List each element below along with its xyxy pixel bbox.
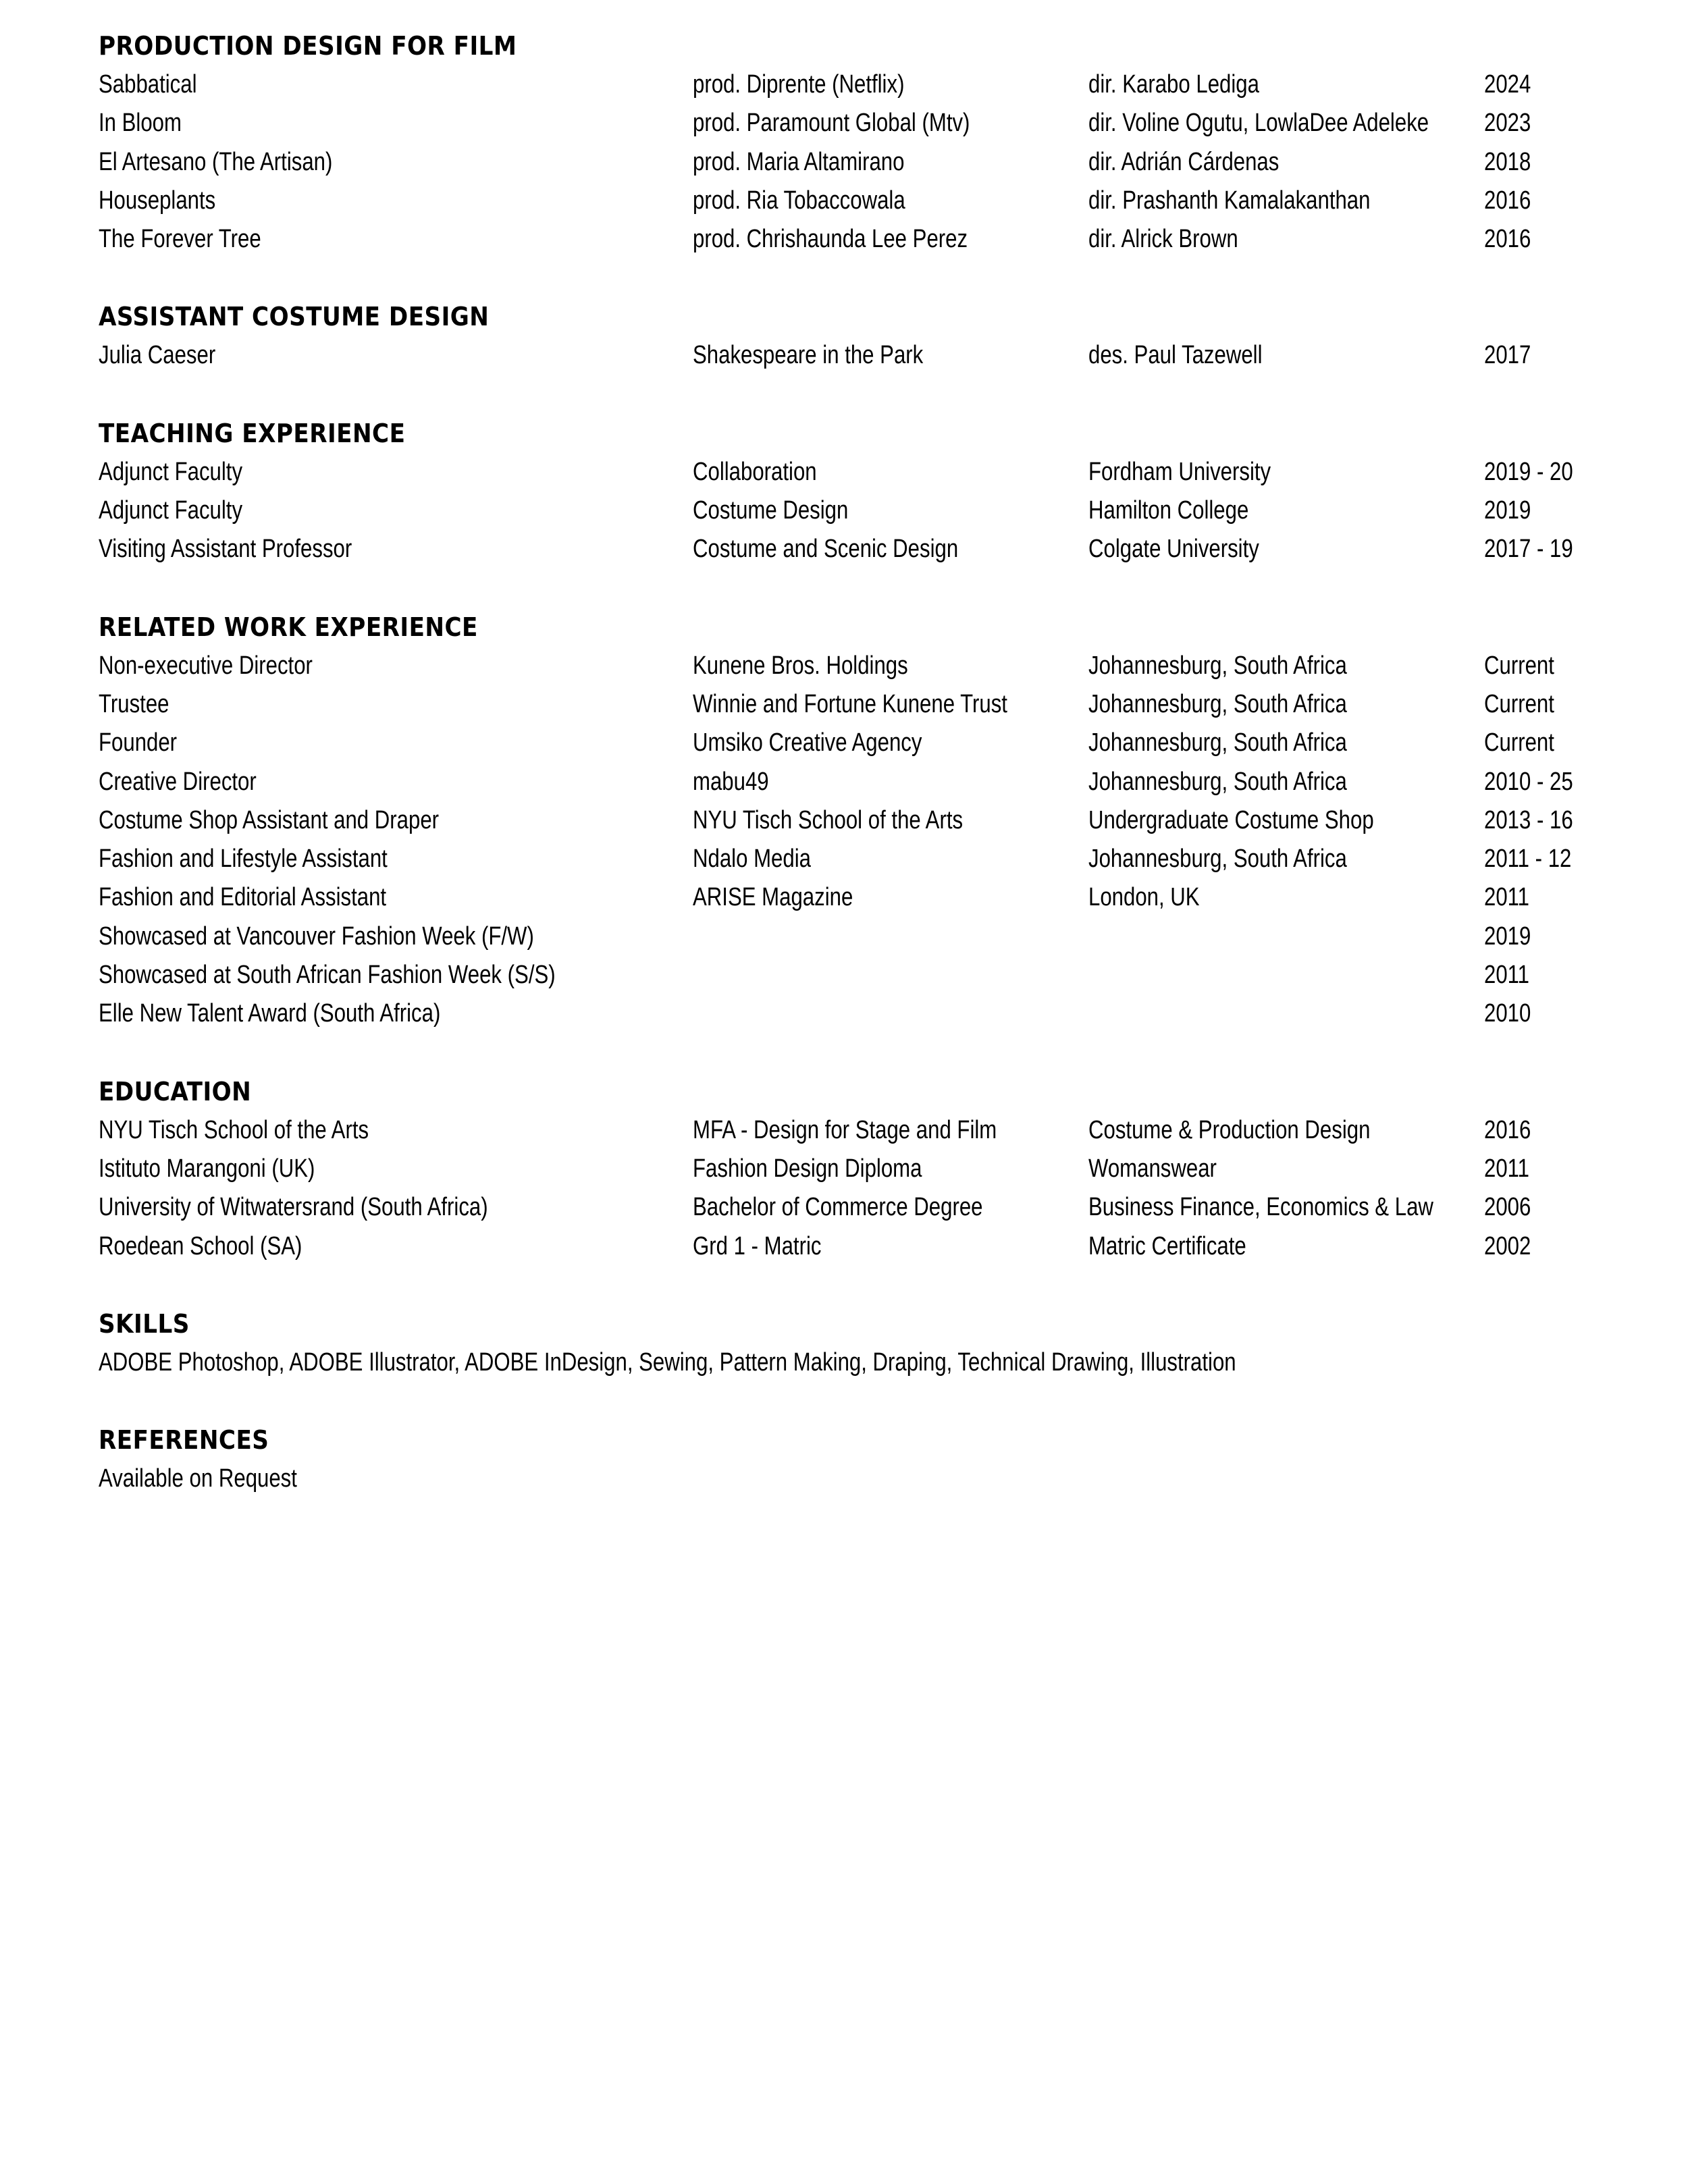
table-row	[99, 685, 1618, 724]
section-heading: SKILLS	[99, 1308, 190, 1339]
row-cell-c4: 2016	[1484, 1115, 1531, 1144]
row-cell-c3: Johannesburg, South Africa	[1088, 689, 1347, 718]
table-row	[99, 724, 1618, 762]
table-row	[99, 917, 1618, 956]
row-cell-c3: Womanswear	[1088, 1154, 1217, 1183]
row-cell-c4: 2024	[1484, 70, 1531, 99]
row-cell-c1: Showcased at Vancouver Fashion Week (F/W)	[99, 922, 534, 951]
row-cell-c4: 2016	[1484, 225, 1531, 254]
row-cell-c3: Johannesburg, South Africa	[1088, 651, 1347, 680]
row-cell-c3: Undergraduate Costume Shop	[1088, 805, 1374, 834]
row-cell-c4: 2011	[1484, 1154, 1530, 1183]
row-cell-c4: Current	[1484, 689, 1554, 718]
row-cell-c1: Visiting Assistant Professor	[99, 535, 352, 564]
row-cell-c1: Costume Shop Assistant and Draper	[99, 805, 440, 834]
table-row	[99, 491, 1618, 530]
section-education	[99, 1073, 1618, 1266]
section-assistant-costume-design	[99, 298, 1618, 375]
table-row	[99, 220, 1618, 259]
table-row	[99, 1111, 1618, 1150]
table-row	[99, 143, 1618, 182]
row-cell-c4: 2019 - 20	[1484, 457, 1573, 486]
row-cell-c4: 2002	[1484, 1231, 1531, 1260]
row-cell-c4: 2018	[1484, 147, 1531, 176]
row-cell-c4: 2010 - 25	[1484, 767, 1573, 796]
resume-page	[99, 27, 1618, 1537]
row-cell-c3: Johannesburg, South Africa	[1088, 728, 1347, 757]
row-cell-c2: prod. Ria Tobaccowala	[693, 186, 905, 215]
section-heading: EDUCATION	[99, 1076, 252, 1107]
row-cell-c3: Fordham University	[1088, 457, 1271, 486]
row-cell-c1: In Bloom	[99, 109, 182, 138]
row-cell-c1: Creative Director	[99, 767, 257, 796]
row-cell-c2: Fashion Design Diploma	[693, 1154, 922, 1183]
row-cell-c2: Collaboration	[693, 457, 817, 486]
table-row	[99, 336, 1618, 375]
row-cell-c3: Johannesburg, South Africa	[1088, 845, 1347, 874]
table-row	[99, 65, 1618, 104]
row-cell-c4: Current	[1484, 728, 1554, 757]
table-row	[99, 104, 1618, 142]
table-row	[99, 878, 1618, 917]
row-cell-c1: Non-executive Director	[99, 651, 313, 680]
table-row	[99, 956, 1618, 994]
table-row	[99, 994, 1618, 1033]
row-cell-c1: Roedean School (SA)	[99, 1231, 302, 1260]
section-teaching-experience	[99, 415, 1618, 569]
row-cell-c2: Umsiko Creative Agency	[693, 728, 922, 757]
table-row	[99, 801, 1618, 840]
row-cell-c4: 2010	[1484, 999, 1531, 1028]
table-row	[99, 1150, 1618, 1188]
table-row	[99, 647, 1618, 685]
row-cell-c3: Business Finance, Economics & Law	[1088, 1193, 1433, 1222]
row-cell-c2: Winnie and Fortune Kunene Trust	[693, 689, 1007, 718]
row-cell-c4: 2017 - 19	[1484, 535, 1573, 564]
row-cell-c3: Matric Certificate	[1088, 1231, 1246, 1260]
row-cell-c2: Costume Design	[693, 496, 849, 525]
row-cell-c2: mabu49	[693, 767, 769, 796]
row-cell-c3: Johannesburg, South Africa	[1088, 767, 1347, 796]
row-cell-c4: 2011	[1484, 961, 1530, 990]
row-cell-c3: dir. Adrián Cárdenas	[1088, 147, 1280, 176]
row-cell-c4: Current	[1484, 651, 1554, 680]
row-cell-c2: Costume and Scenic Design	[693, 535, 959, 564]
row-cell-c2: prod. Diprente (Netflix)	[693, 70, 905, 99]
row-cell-c3: dir. Karabo Lediga	[1088, 70, 1259, 99]
row-cell-c1: El Artesano (The Artisan)	[99, 147, 333, 176]
row-cell-c4: 2017	[1484, 341, 1531, 370]
row-cell-c2: Kunene Bros. Holdings	[693, 651, 908, 680]
row-cell-c1: University of Witwatersrand (South Africa)	[99, 1193, 488, 1222]
row-cell-c3: dir. Alrick Brown	[1088, 225, 1238, 254]
row-cell-c3: dir. Prashanth Kamalakanthan	[1088, 186, 1371, 215]
table-row	[99, 763, 1618, 801]
row-cell-c2: prod. Chrishaunda Lee Perez	[693, 225, 968, 254]
row-cell-c2: Shakespeare in the Park	[693, 341, 924, 370]
row-cell-c2: prod. Maria Altamirano	[693, 147, 905, 176]
row-cell-c2: Bachelor of Commerce Degree	[693, 1193, 983, 1222]
row-cell-c2: ARISE Magazine	[693, 883, 853, 912]
row-cell-c2: Ndalo Media	[693, 845, 811, 874]
table-row	[99, 840, 1618, 878]
row-cell-c4: 2019	[1484, 496, 1531, 525]
row-cell-c4: 2011 - 12	[1484, 845, 1572, 874]
row-cell-c3: des. Paul Tazewell	[1088, 341, 1263, 370]
row-cell-c1: Julia Caeser	[99, 341, 216, 370]
row-cell-c4: 2023	[1484, 109, 1531, 138]
section-heading: ASSISTANT COSTUME DESIGN	[99, 302, 490, 332]
section-references	[99, 1421, 1618, 1498]
table-row	[99, 453, 1618, 491]
section-heading: TEACHING EXPERIENCE	[99, 418, 406, 448]
row-cell-c1: Fashion and Editorial Assistant	[99, 883, 387, 912]
row-cell-c3: Costume & Production Design	[1088, 1115, 1371, 1144]
table-row	[99, 182, 1618, 220]
row-cell-c2: Grd 1 - Matric	[693, 1231, 822, 1260]
table-row	[99, 530, 1618, 568]
row-cell-c3: dir. Voline Ogutu, LowlaDee Adeleke	[1088, 109, 1429, 138]
row-cell-c1: Fashion and Lifestyle Assistant	[99, 845, 388, 874]
section-production-design	[99, 27, 1618, 259]
row-cell-c1: Sabbatical	[99, 70, 197, 99]
table-row	[99, 1188, 1618, 1227]
skills-text: ADOBE Photoshop, ADOBE Illustrator, ADOBE InDesign, Sewing, Pattern Making, Draping, Technical Drawing, Illustration	[99, 1348, 1236, 1377]
row-cell-c1: Founder	[99, 728, 178, 757]
row-cell-c1: The Forever Tree	[99, 225, 261, 254]
references-text: Available on Request	[99, 1464, 297, 1493]
row-cell-c4: 2016	[1484, 186, 1531, 215]
row-cell-c4: 2011	[1484, 883, 1530, 912]
row-cell-c3: London, UK	[1088, 883, 1200, 912]
row-cell-c2: NYU Tisch School of the Arts	[693, 805, 964, 834]
row-cell-c1: Adjunct Faculty	[99, 496, 243, 525]
section-skills	[99, 1305, 1618, 1382]
row-cell-c1: Elle New Talent Award (South Africa)	[99, 999, 441, 1028]
row-cell-c4: 2013 - 16	[1484, 805, 1573, 834]
section-heading: PRODUCTION DESIGN FOR FILM	[99, 31, 517, 61]
section-heading: RELATED WORK EXPERIENCE	[99, 612, 478, 642]
row-cell-c1: Adjunct Faculty	[99, 457, 243, 486]
row-cell-c3: Colgate University	[1088, 535, 1259, 564]
row-cell-c1: Houseplants	[99, 186, 216, 215]
row-cell-c2: MFA - Design for Stage and Film	[693, 1115, 997, 1144]
row-cell-c4: 2006	[1484, 1193, 1531, 1222]
section-related-work-experience	[99, 608, 1618, 1034]
row-cell-c3: Hamilton College	[1088, 496, 1249, 525]
section-heading: REFERENCES	[99, 1424, 269, 1455]
row-cell-c4: 2019	[1484, 922, 1531, 951]
row-cell-c1: NYU Tisch School of the Arts	[99, 1115, 369, 1144]
row-cell-c1: Trustee	[99, 689, 169, 718]
table-row	[99, 1227, 1618, 1266]
row-cell-c1: Istituto Marangoni (UK)	[99, 1154, 315, 1183]
row-cell-c1: Showcased at South African Fashion Week (S/S)	[99, 961, 556, 990]
row-cell-c2: prod. Paramount Global (Mtv)	[693, 109, 970, 138]
